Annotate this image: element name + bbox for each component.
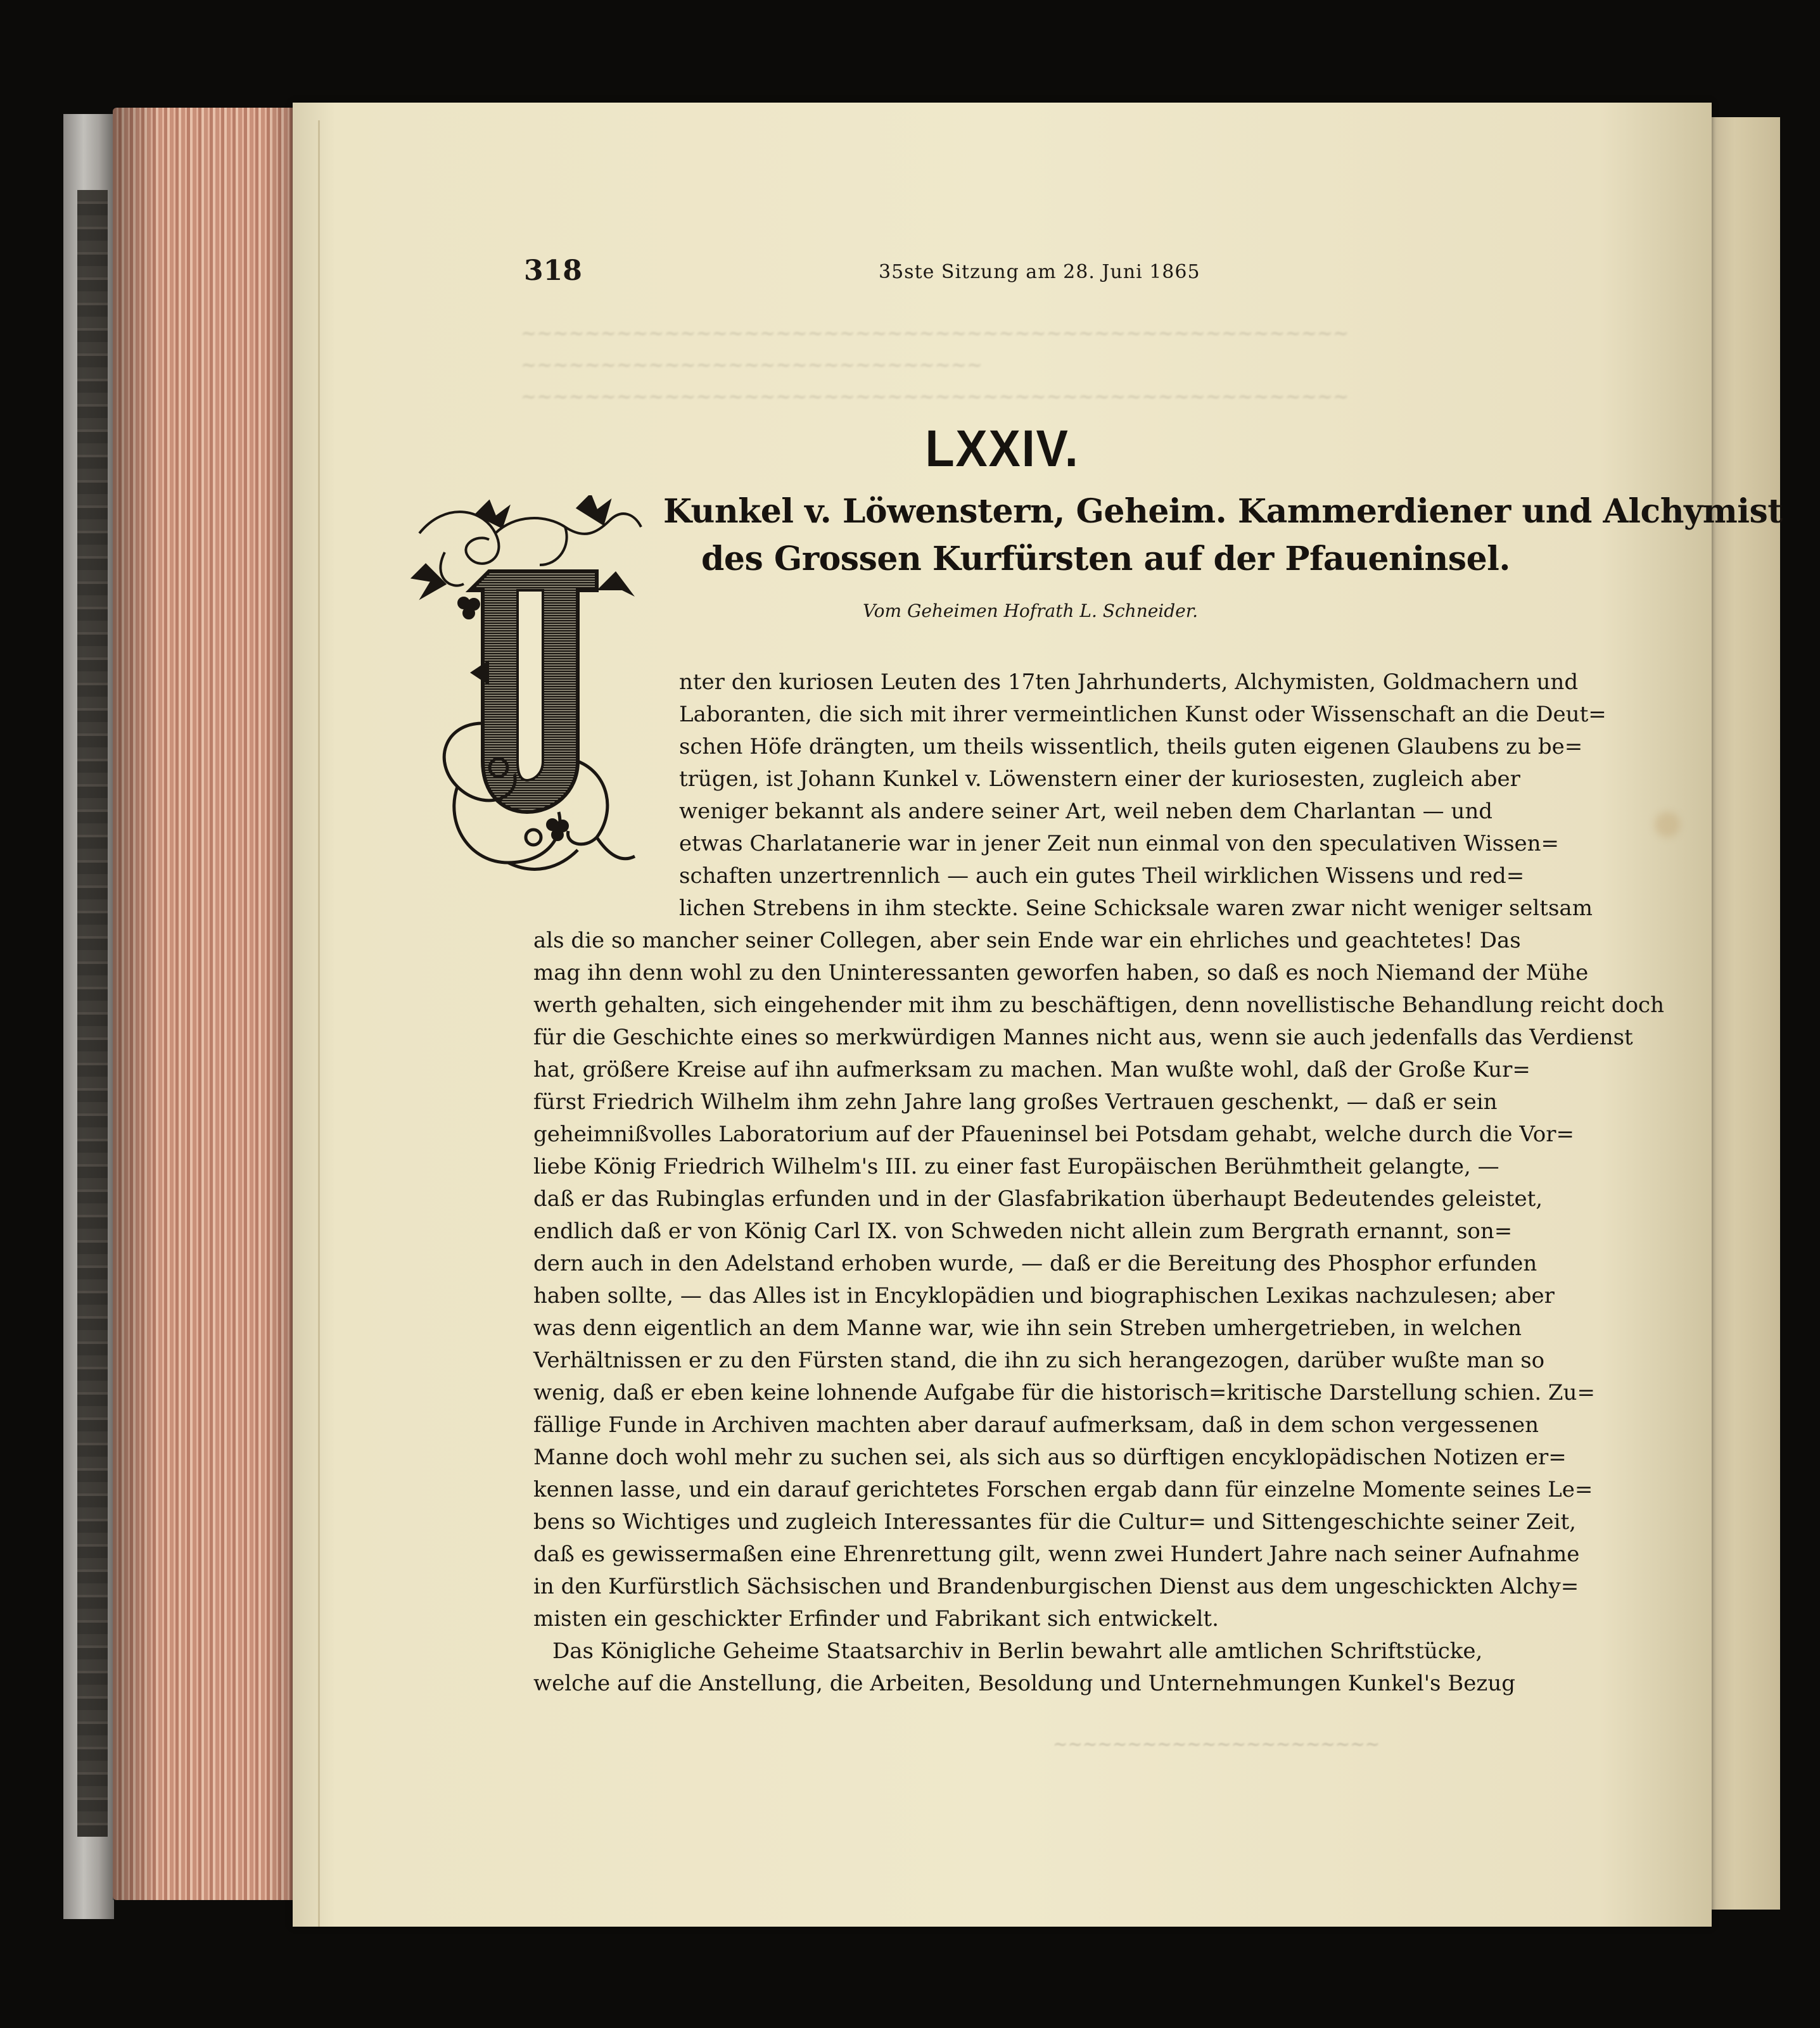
text-line: hat, größere Kreise auf ihn aufmerksam zu machen. Man wußte wohl, daß der Große Kur=	[533, 1057, 1530, 1082]
text-line: liebe König Friedrich Wilhelm's III. zu einer fast Europäischen Berühmtheit gelangte, —	[533, 1154, 1499, 1179]
text-line: Das Königliche Geheime Staatsarchiv in Berlin bewahrt alle amtlichen Schriftstücke,	[552, 1638, 1483, 1664]
text-line: endlich daß er von König Carl IX. von Schweden nicht allein zum Bergrath ernannt, son=	[533, 1219, 1513, 1244]
text-line: haben sollte, — das Alles ist in Encyklopädien und biographischen Lexikas nachzulesen; aber	[533, 1283, 1555, 1309]
text-line: kennen lasse, und ein darauf gerichtetes Forschen ergab dann für einzelne Momente seines Le=	[533, 1477, 1593, 1502]
text-line: trügen, ist Johann Kunkel v. Löwenstern einer der kuriosesten, zugleich aber	[679, 766, 1520, 792]
text-line: mag ihn denn wohl zu den Uninteressanten geworfen haben, so daß es noch Niemand der Mühe	[533, 960, 1589, 985]
article-body	[533, 666, 1674, 1700]
text-line: für die Geschichte eines so merkwürdigen Mannes nicht aus, wenn sie auch jedenfalls das Verdienst	[533, 1025, 1633, 1050]
text-line: daß es gewissermaßen eine Ehrenrettung gilt, wenn zwei Hundert Jahre nach seiner Aufnahme	[533, 1542, 1580, 1567]
text-line: welche auf die Anstellung, die Arbeiten, Besoldung und Unternehmungen Kunkel's Bezug	[533, 1671, 1515, 1696]
page-edges	[113, 108, 303, 1900]
show-through-text: ~~~~~~~~~~~~~~~~~~~~~~~~~~~~~~~~~~~~~~~~~~~~~~~~~~~~ ~~~~~~~~~~~~~~~~~~~~~~~~~~~~~ ~~~~~~~~~~~~~~~~~~~~~~~~~~~~~~~~~~~~~~~~~~~~~~~~~~~~	[521, 322, 1349, 408]
text-line: daß er das Rubinglas erfunden und in der Glasfabrikation überhaupt Bedeutendes geleistet,	[533, 1186, 1543, 1212]
text-line: dern auch in den Adelstand erhoben wurde, — daß er die Bereitung des Phosphor erfunden	[533, 1251, 1537, 1276]
byline: Vom Geheimen Hofrath L. Schneider.	[863, 600, 1198, 621]
text-line: werth gehalten, sich eingehender mit ihm zu beschäftigen, denn novellistische Behandlung reicht doch	[533, 992, 1664, 1018]
text-line: lichen Strebens in ihm steckte. Seine Schicksale waren zwar nicht weniger seltsam	[679, 896, 1593, 921]
running-title: 35ste Sitzung am 28. Juni 1865	[879, 261, 1200, 283]
text-line: weniger bekannt als andere seiner Art, weil neben dem Charlantan — und	[679, 799, 1493, 824]
text-line: was denn eigentlich an dem Manne war, wie ihn sein Streben umhergetrieben, in welchen	[533, 1315, 1522, 1341]
text-line: geheimnißvolles Laboratorium auf der Pfaueninsel bei Potsdam gehabt, welche durch die Vor=	[533, 1122, 1574, 1147]
text-line: etwas Charlatanerie war in jener Zeit nun einmal von den speculativen Wissen=	[679, 831, 1560, 856]
text-line: schen Höfe drängten, um theils wissentlich, theils guten eigenen Glaubens zu be=	[679, 734, 1583, 759]
next-page-edge	[1704, 117, 1780, 1910]
text-line: fällige Funde in Archiven machten aber darauf aufmerksam, daß in dem schon vergessenen	[533, 1412, 1539, 1438]
chapter-title-line-2: des Grossen Kurfürsten auf der Pfaueninsel.	[701, 540, 1511, 578]
text-line: nter den kuriosen Leuten des 17ten Jahrhunderts, Alchymisten, Goldmachern und	[679, 669, 1579, 695]
show-through-footer: ~~~~~~~~~~~~~~~~~~~~~~	[1053, 1733, 1380, 1754]
text-line: fürst Friedrich Wilhelm ihm zehn Jahre lang großes Vertrauen geschenkt, — daß er sein	[533, 1089, 1498, 1115]
text-line: in den Kurfürstlich Sächsischen und Brandenburgischen Dienst aus dem ungeschickten Alchy=	[533, 1574, 1579, 1599]
printed-page	[293, 103, 1783, 1927]
text-line: Manne doch wohl mehr zu suchen sei, als sich aus so dürftigen encyklopädischen Notizen er=	[533, 1445, 1567, 1470]
text-line: wenig, daß er eben keine lohnende Aufgabe für die historisch=kritische Darstellung schien. Zu=	[533, 1380, 1595, 1405]
text-line: schaften unzertrennlich — auch ein gutes Theil wirklichen Wissens und red=	[679, 863, 1525, 889]
text-line: Verhältnissen er zu den Fürsten stand, die ihn zu sich herangezogen, darüber wußte man so	[533, 1348, 1545, 1373]
page-number: 318	[524, 255, 582, 287]
spine-binding-threads	[77, 190, 108, 1837]
text-line: Laboranten, die sich mit ihrer vermeintlichen Kunst oder Wissenschaft an die Deut=	[679, 702, 1607, 727]
chapter-number: LXXIV.	[925, 420, 1079, 478]
running-head	[524, 255, 1537, 293]
text-line: misten ein geschickter Erfinder und Fabrikant sich entwickelt.	[533, 1606, 1219, 1632]
text-line: bens so Wichtiges und zugleich Interessantes für die Cultur= und Sittengeschichte seiner Zeit,	[533, 1509, 1576, 1535]
chapter-title-line-1: Kunkel v. Löwenstern, Geheim. Kammerdiener und Alchymist	[663, 492, 1783, 531]
text-line: als die so mancher seiner Collegen, aber sein Ende war ein ehrliches und geachtetes! Das	[533, 928, 1521, 953]
